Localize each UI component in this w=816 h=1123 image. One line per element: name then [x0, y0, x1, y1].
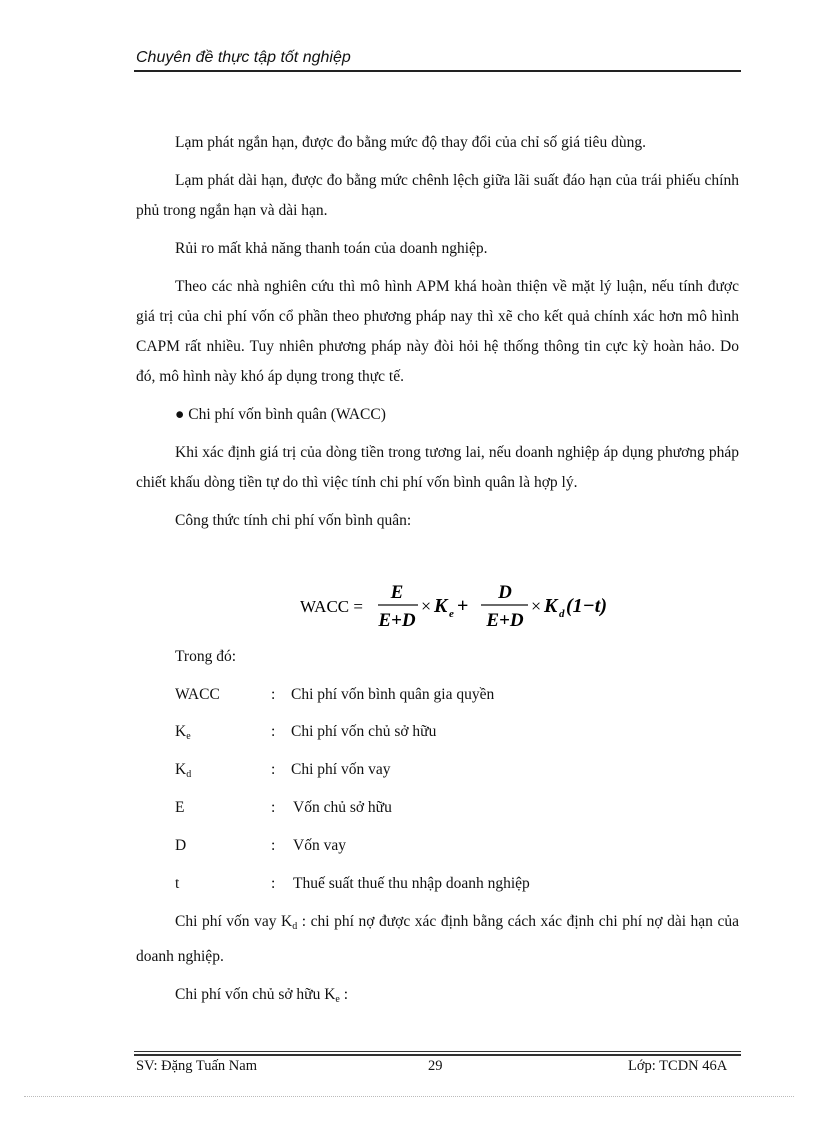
definition-description: Thuế suất thuế thu nhập doanh nghiệp [293, 875, 530, 892]
definition-row-wacc: WACC : Chi phí vốn bình quân gia quyền [175, 685, 494, 710]
header-title: Chuyên đề thực tập tốt nghiệp [136, 49, 351, 66]
definition-description: Vốn vay [293, 837, 346, 854]
definition-symbol: WACC [175, 686, 220, 703]
formula-k2-sub: d [559, 608, 565, 620]
definition-symbol: $K_d$ [175, 761, 192, 780]
footer-class: Lớp: TCDN 46A [628, 1058, 728, 1074]
paragraph-cost-of-debt: Chi phí vốn vay $K_d$ : chi phí nợ được xác định bằng cách xác định chi phí nợ dài hạn của doanh nghiệp. [136, 913, 739, 965]
paragraph-long-term-inflation: Lạm phát dài hạn, được đo bằng mức chênh lệch giữa lãi suất đáo hạn của trái phiếu chính phủ trong ngắn hạn và dài hạn. [136, 172, 739, 219]
body-block-2 [136, 907, 739, 1015]
definition-symbol: $K_e$ [175, 723, 191, 742]
formula-denominator-1: E+D [378, 610, 416, 631]
formula-k1-sub: e [449, 608, 454, 620]
footer-rule-thin [134, 1051, 741, 1052]
definition-symbol: t [175, 875, 180, 892]
paragraph-apm-model: Theo các nhà nghiên cứu thì mô hình APM khá hoàn thiện về mặt lý luận, nếu tính được giá trị của chi phí vốn cổ phần theo phương pháp nay thì xẽ cho kết quả chính xác hơn mô hình CAPM rất nhiều. Tuy nhiên phương pháp này đòi hỏi hệ thống thông tin cực kỳ hoàn hảo. Do đó, mô hình này khó áp dụng trong thực tế. [136, 278, 739, 385]
footer-rule-thick [134, 1054, 741, 1056]
wacc-formula [300, 578, 630, 634]
page-bottom-dotted-line [24, 1096, 794, 1097]
definition-row-d: D : Vốn vay [175, 837, 346, 854]
formula-tail: (1−t) [566, 595, 607, 617]
where-label: Trong đó: [175, 648, 237, 665]
paragraph-wacc-heading: ● Chi phí vốn bình quân (WACC) [175, 406, 386, 423]
definition-description: Vốn chủ sở hữu [293, 799, 392, 816]
body-block-1 [136, 128, 739, 536]
plus-sign: + [457, 595, 469, 617]
formula-lhs: WACC = [300, 597, 363, 616]
formula-k1: K [434, 595, 448, 617]
paragraph-cost-of-equity: Chi phí vốn chủ sở hữu $K_e$ : [175, 986, 349, 1005]
definition-row-t: t : Thuế suất thuế thu nhập doanh nghiệp [175, 875, 530, 892]
footer-page-number: 29 [428, 1058, 443, 1074]
paragraph-wacc-usage: Khi xác định giá trị của dòng tiền trong tương lai, nếu doanh nghiệp áp dụng phương pháp chiết khấu dòng tiền tự do thì việc tính chi phí vốn bình quân là hợp lý. [136, 444, 739, 491]
definition-description: Chi phí vốn vay [291, 761, 391, 778]
formula-k2: K [544, 595, 558, 617]
definition-symbol: E [175, 799, 185, 816]
paragraph-short-term-inflation: Lạm phát ngắn hạn, được đo bằng mức độ thay đổi của chỉ số giá tiêu dùng. [175, 134, 646, 151]
formula-numerator-2: D [498, 582, 512, 603]
definition-description: Chi phí vốn bình quân gia quyền [291, 686, 495, 703]
definition-description: Chi phí vốn chủ sở hữu [291, 723, 437, 740]
paragraph-formula-intro: Công thức tính chi phí vốn bình quân: [175, 512, 412, 529]
times-sign-2: × [531, 596, 542, 616]
definition-row-kd: $K_d$ : Chi phí vốn vay [175, 760, 390, 785]
paragraph-insolvency-risk: Rủi ro mất khả năng thanh toán của doanh nghiệp. [175, 240, 488, 257]
times-sign-1: × [421, 596, 432, 616]
header-rule [134, 70, 741, 72]
definition-row-e: E : Vốn chủ sở hữu [175, 799, 392, 816]
formula-numerator-1: E [390, 582, 404, 603]
footer-student: SV: Đặng Tuấn Nam [136, 1058, 257, 1074]
definition-symbol: D [175, 837, 187, 854]
definition-row-ke: $K_e$ : Chi phí vốn chủ sở hữu [175, 722, 436, 747]
formula-denominator-2: E+D [486, 610, 524, 631]
